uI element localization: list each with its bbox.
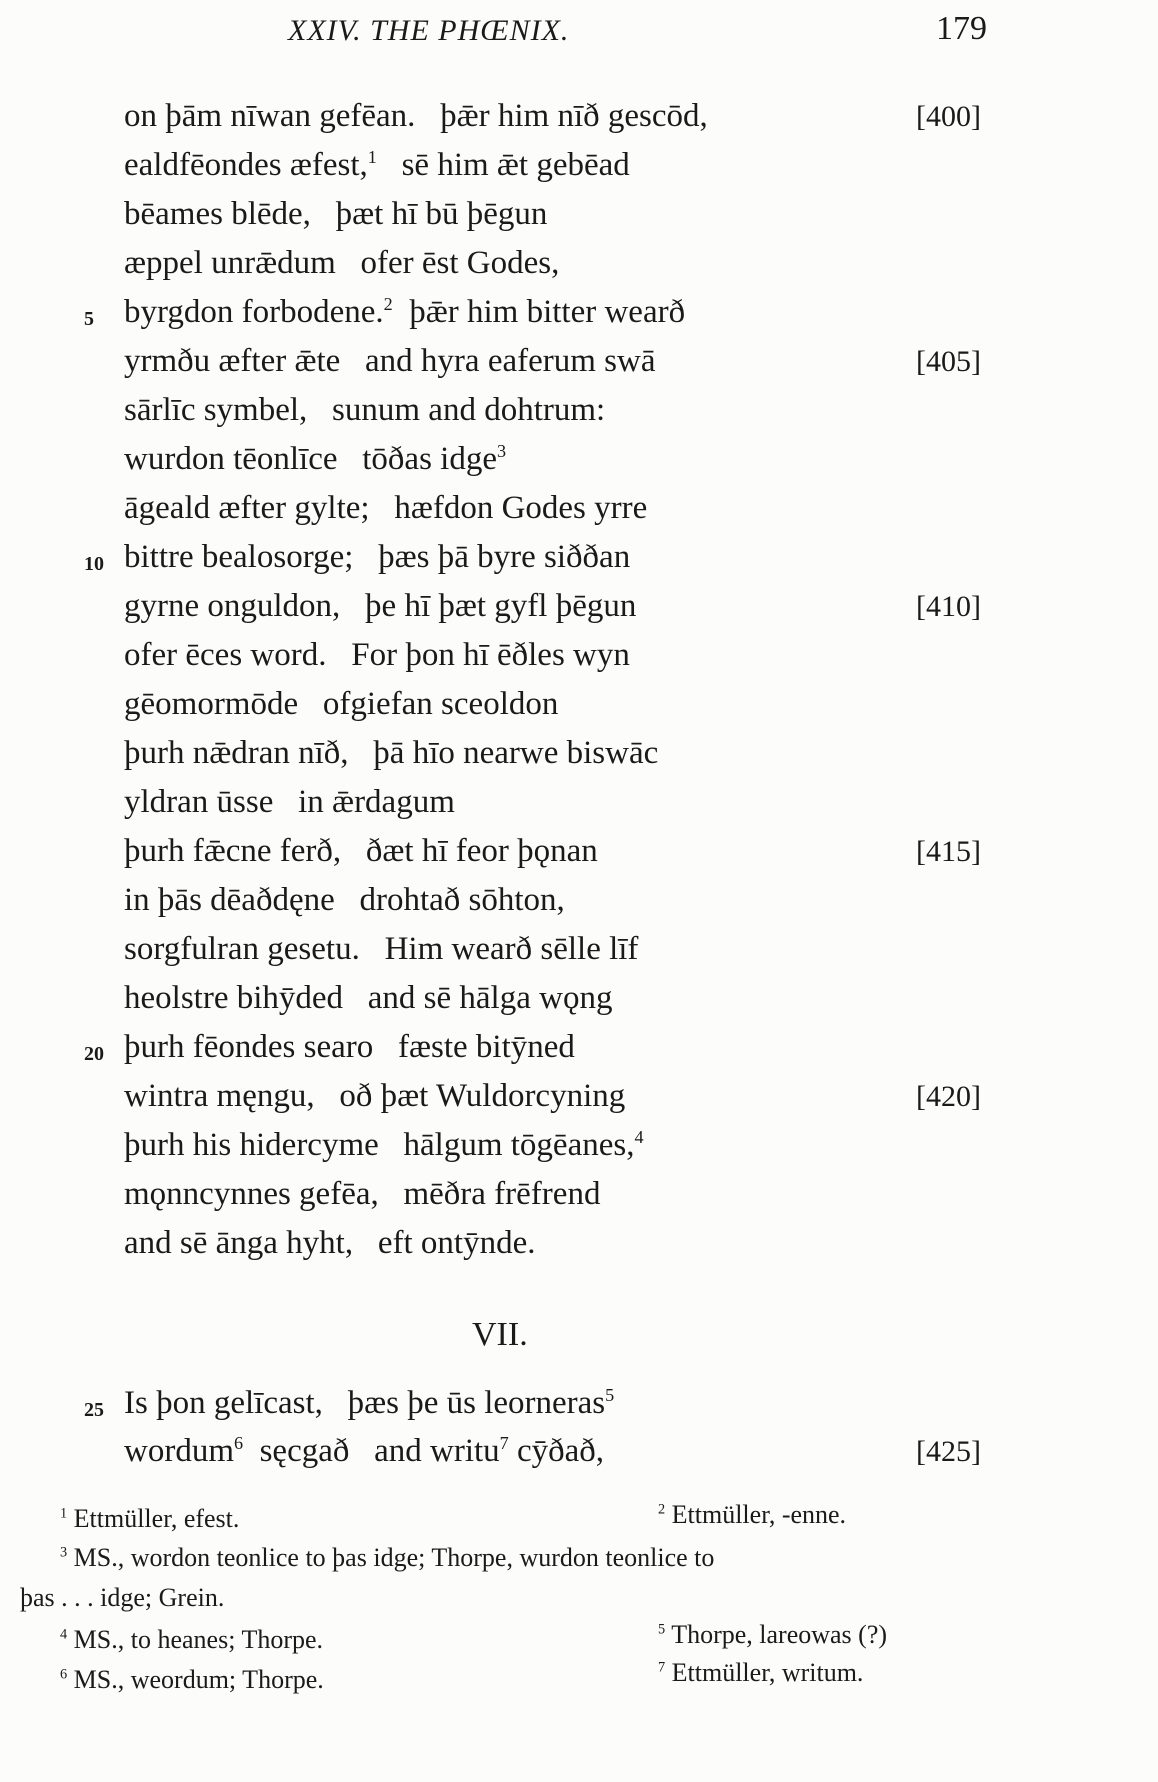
verse-text: yrmðu æfter ǣte and hyra eaferum swā: [124, 343, 656, 379]
footnote: [658, 1658, 863, 1688]
verse-line: [124, 588, 636, 625]
footnote-ref: 2: [383, 294, 393, 314]
running-head: XXIV. THE PHŒNIX.: [288, 14, 570, 47]
footnote-number: 3: [60, 1544, 68, 1561]
footnote: [60, 1543, 714, 1573]
section-heading: VII.: [472, 1316, 528, 1353]
verse-text: cȳðað,: [508, 1433, 605, 1469]
verse-text: yldran ūsse in ǣrdagum: [124, 784, 455, 820]
verse-text: wintra męngu, oð þæt Wuldorcyning: [124, 1078, 626, 1114]
footnote-ref: 5: [605, 1385, 615, 1405]
footnote-ref: 3: [497, 441, 507, 461]
verse-number-bracket: [400]: [916, 100, 981, 133]
verse-text: wurdon tēonlīce tōðas idge: [124, 441, 497, 477]
verse-text: sorgfulran gesetu. Him wearð sēlle līf: [124, 931, 639, 967]
verse-text: bittre bealosorge; þæs þā byre siððan: [124, 539, 631, 575]
footnote: [60, 1504, 239, 1534]
verse-text: þurh fēondes searo fæste bitȳned: [124, 1029, 575, 1065]
verse-text: þurh his hidercyme hālgum tōgēanes,: [124, 1127, 635, 1163]
verse-line: [124, 735, 658, 772]
footnote: [658, 1620, 887, 1650]
verse-line: [124, 147, 630, 184]
verse-text: sārlīc symbel, sunum and dohtrum:: [124, 392, 606, 428]
verse-number-bracket: [410]: [916, 590, 981, 623]
verse-text: āgeald æfter gylte; hæfdon Godes yrre: [124, 490, 648, 526]
footnote-text: Thorpe, lareowas (?): [671, 1620, 888, 1649]
footnote: [60, 1625, 323, 1655]
verse-line: [124, 539, 630, 576]
verse-line: [124, 1078, 625, 1115]
verse-number-bracket: [425]: [916, 1435, 981, 1468]
verse-line: [124, 294, 685, 331]
verse-text: heolstre bihȳded and sē hālga wǫng: [124, 980, 613, 1016]
verse-line: [124, 637, 630, 674]
footnote-text: þas . . . idge; Grein.: [20, 1583, 225, 1612]
verse-text: gēomormōde ofgiefan sceoldon: [124, 686, 559, 722]
line-number: 25: [84, 1399, 104, 1421]
footnote-ref: 7: [499, 1433, 509, 1453]
footnote: [658, 1500, 846, 1530]
verse-text: þurh fǣcne ferð, ðæt hī feor þǫnan: [124, 833, 598, 869]
footnote-ref: 1: [367, 147, 377, 167]
verse-text: Is þon gelīcast, þæs þe ūs leorneras: [124, 1385, 606, 1421]
verse-text: on þām nīwan gefēan. þǣr him nīð gescōd,: [124, 98, 708, 134]
footnote-text: MS., weordum; Thorpe.: [73, 1665, 324, 1694]
verse-line: [124, 931, 638, 968]
footnote: [60, 1665, 324, 1695]
line-number: 5: [84, 308, 94, 330]
verse-text: bēames blēde, þæt hī bū þēgun: [124, 196, 548, 232]
verse-text: sē him ǣt gebēad: [376, 147, 630, 183]
verse-text: sęcgað and writu: [243, 1433, 500, 1469]
verse-text: in þās dēaðdęne drohtað sōhton,: [124, 882, 565, 918]
footnote: [20, 1583, 224, 1613]
verse-line: [124, 98, 708, 135]
line-number: 10: [84, 553, 104, 575]
verse-line: [124, 1176, 600, 1213]
verse-line: [124, 686, 558, 723]
verse-line: [124, 1433, 604, 1470]
verse-number-bracket: [420]: [916, 1080, 981, 1113]
verse-line: [124, 1029, 575, 1066]
verse-text: byrgdon forbodene.: [124, 294, 384, 330]
footnote-ref: 6: [234, 1433, 244, 1453]
page-number: 179: [936, 10, 987, 47]
verse-text: mǫnncynnes gefēa, mēðra frēfrend: [124, 1176, 601, 1212]
verse-line: [124, 490, 647, 527]
verse-line: [124, 784, 455, 821]
verse-text: þurh nǣdran nīð, þā hīo nearwe biswāc: [124, 735, 659, 771]
verse-line: [124, 392, 605, 429]
footnote-number: 5: [658, 1621, 666, 1638]
verse-line: [124, 245, 559, 282]
footnote-number: 7: [658, 1659, 666, 1676]
line-number: 20: [84, 1043, 104, 1065]
footnote-text: MS., to heanes; Thorpe.: [73, 1625, 324, 1654]
footnote-number: 2: [658, 1501, 666, 1518]
verse-text: þǣr him bitter wearð: [392, 294, 686, 330]
verse-line: [124, 441, 506, 478]
verse-line: [124, 1385, 614, 1422]
verse-line: [124, 1225, 535, 1262]
verse-text: ealdfēondes æfest,: [124, 147, 368, 183]
verse-line: [124, 343, 655, 380]
verse-line: [124, 833, 598, 870]
verse-text: ofer ēces word. For þon hī ēðles wyn: [124, 637, 630, 673]
verse-line: [124, 1127, 644, 1164]
verse-text: æppel unrǣdum ofer ēst Godes,: [124, 245, 560, 281]
verse-number-bracket: [415]: [916, 835, 981, 868]
footnote-number: 1: [60, 1505, 68, 1522]
footnote-number: 6: [60, 1666, 68, 1683]
verse-text: and sē ānga hyht, eft ontȳnde.: [124, 1225, 536, 1261]
verse-text: gyrne onguldon, þe hī þæt gyfl þēgun: [124, 588, 637, 624]
verse-line: [124, 980, 612, 1017]
footnote-number: 4: [60, 1626, 68, 1643]
verse-line: [124, 196, 547, 233]
verse-text: wordum: [124, 1433, 234, 1469]
footnote-ref: 4: [634, 1127, 644, 1147]
footnote-text: Ettmüller, writum.: [671, 1658, 864, 1687]
footnote-text: MS., wordon teonlice to þas idge; Thorpe, wurdon teonlice to: [73, 1543, 715, 1572]
verse-number-bracket: [405]: [916, 345, 981, 378]
verse-line: [124, 882, 565, 919]
footnote-text: Ettmüller, -enne.: [671, 1500, 847, 1529]
footnote-text: Ettmüller, efest.: [73, 1504, 240, 1533]
